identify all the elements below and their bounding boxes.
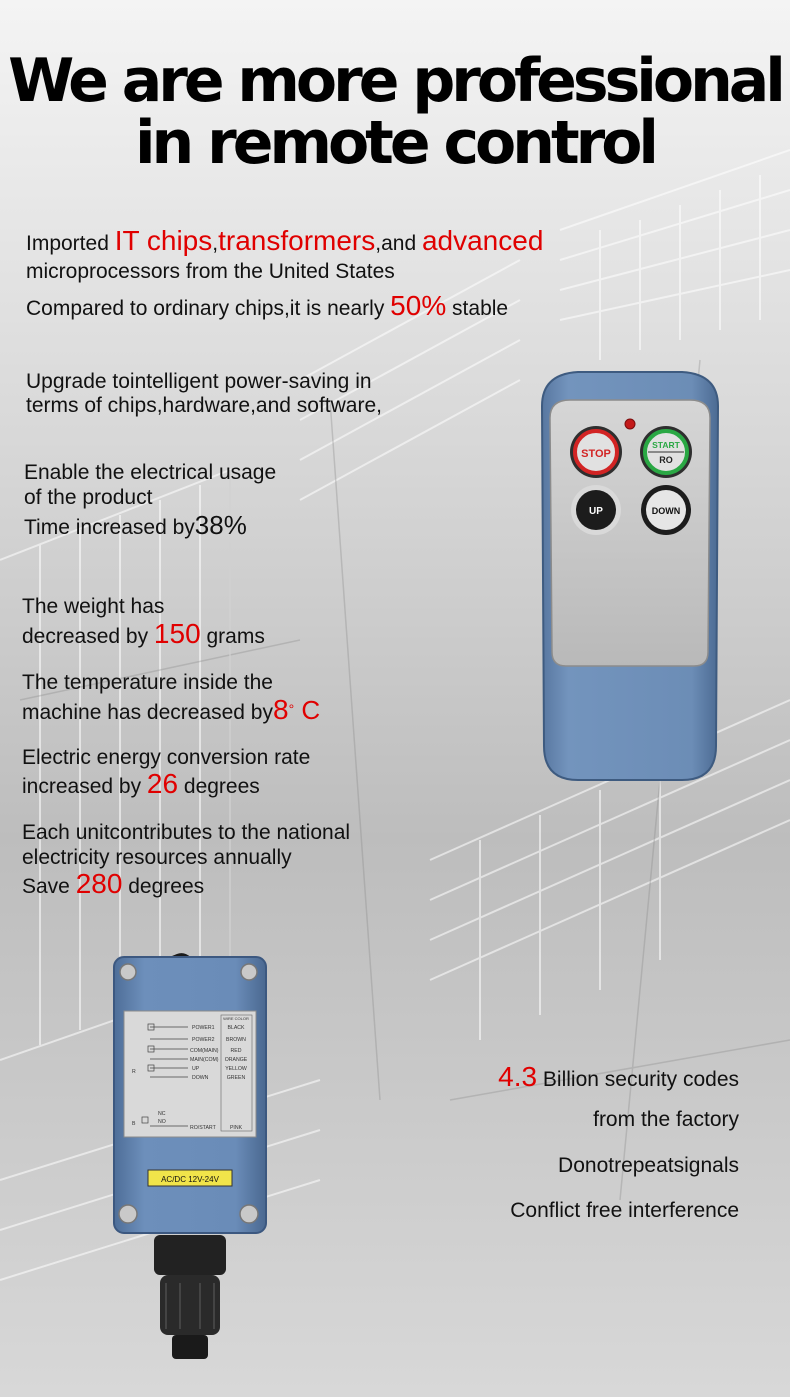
ro-wire-color: PINK <box>229 1125 243 1131</box>
highlight-it-chips: IT chips <box>114 225 213 256</box>
down-button <box>641 485 691 535</box>
feature-conversion-line2 <box>22 768 260 799</box>
wire-label: MAIN(COM) <box>190 1057 219 1063</box>
wire-label: POWER2 <box>192 1037 215 1043</box>
feature-conversion-line1: Electric energy conversion rate <box>22 746 311 769</box>
receiver-unit-image <box>110 945 270 1370</box>
security-text: Billion security codes <box>537 1068 739 1091</box>
feature-text: decreased by <box>22 625 154 648</box>
highlight-advanced: advanced <box>421 225 544 256</box>
stop-button <box>570 426 622 478</box>
no-label: NO <box>158 1119 166 1125</box>
down-button-label: DOWN <box>651 506 681 516</box>
wire-label: DOWN <box>192 1075 209 1081</box>
highlight-280: 280 <box>75 868 123 899</box>
feature-usage-line1: Enable the electrical usage <box>24 461 277 484</box>
up-button <box>571 485 621 535</box>
highlight-150: 150 <box>153 618 201 649</box>
feature-weight-line2 <box>22 618 265 649</box>
highlight-38-percent: 38% <box>194 510 247 540</box>
feature-text: Save <box>22 875 76 898</box>
wire-label: COM(MAIN) <box>190 1048 219 1054</box>
feature-text: grams <box>200 625 265 648</box>
page-title-line2: in remote control <box>134 108 656 178</box>
wire-color: GREEN <box>226 1075 246 1081</box>
highlight-8: 8 <box>273 694 289 725</box>
degree-symbol: ° <box>288 701 295 717</box>
feature-national-line1: Each unitcontributes to the national <box>22 821 351 844</box>
wire-label: POWER1 <box>192 1025 215 1031</box>
feature-text: Compared to ordinary chips,it is nearly <box>26 297 391 320</box>
feature-usage-line2: of the product <box>24 486 153 509</box>
feature-text: ,and <box>375 232 422 255</box>
wire-color: ORANGE <box>224 1057 248 1063</box>
wire-label: UP <box>192 1066 200 1072</box>
security-codes-line1 <box>498 1061 739 1092</box>
highlight-transformers: transformers <box>218 225 376 256</box>
up-button-label: UP <box>589 506 603 517</box>
feature-temperature-line2 <box>22 694 321 725</box>
feature-power-saving-line2: terms of chips,hardware,and software, <box>26 394 382 417</box>
relay-r-mark: R <box>132 1069 136 1075</box>
handheld-remote-image <box>530 366 730 786</box>
feature-national-line2: electricity resources annually <box>22 846 292 869</box>
wire-color: YELLOW <box>225 1066 247 1072</box>
start-button <box>640 426 692 478</box>
feature-text: degrees <box>178 775 260 798</box>
feature-power-saving-line1: Upgrade tointelligent power-saving in <box>26 370 372 393</box>
feature-text: , <box>212 232 219 255</box>
feature-text: stable <box>446 297 509 320</box>
wire-color: BROWN <box>226 1037 246 1043</box>
feature-stability <box>26 290 509 321</box>
ro-start-label: RO/START <box>190 1125 216 1131</box>
ro-button-label: RO <box>659 455 673 465</box>
highlight-4-3: 4.3 <box>498 1061 538 1092</box>
relay-b-mark: B <box>132 1121 136 1127</box>
feature-text: Time increased by <box>24 516 195 539</box>
feature-usage-line3 <box>24 510 247 540</box>
feature-temperature-line1: The temperature inside the <box>22 671 273 694</box>
highlight-26: 26 <box>146 768 179 799</box>
wire-color: BLACK <box>227 1025 245 1031</box>
celsius-label: C <box>294 695 321 725</box>
security-codes-line2: from the factory <box>593 1108 739 1131</box>
stop-button-label: STOP <box>581 448 611 460</box>
wire-color-header: WIRE COLOR <box>223 1016 249 1021</box>
feature-national-line3 <box>22 868 205 899</box>
security-codes-line3: Donotrepeatsignals <box>558 1154 739 1177</box>
feature-weight-line1: The weight has <box>22 595 165 618</box>
feature-text: Imported <box>26 232 115 255</box>
voltage-label: AC/DC 12V-24V <box>161 1175 219 1184</box>
feature-imported-chips <box>26 225 544 256</box>
nc-label: NC <box>158 1111 166 1117</box>
wire-color: RED <box>230 1048 242 1054</box>
feature-text: increased by <box>22 775 147 798</box>
start-button-label: START <box>652 440 680 450</box>
security-codes-line4: Conflict free interference <box>510 1199 739 1222</box>
highlight-50-percent: 50% <box>390 290 447 321</box>
feature-text: degrees <box>122 875 205 898</box>
feature-imported-chips-line2: microprocessors from the United States <box>26 260 395 283</box>
feature-text: machine has decreased by <box>22 701 273 724</box>
page-title-line1: We are more professional <box>8 46 782 116</box>
